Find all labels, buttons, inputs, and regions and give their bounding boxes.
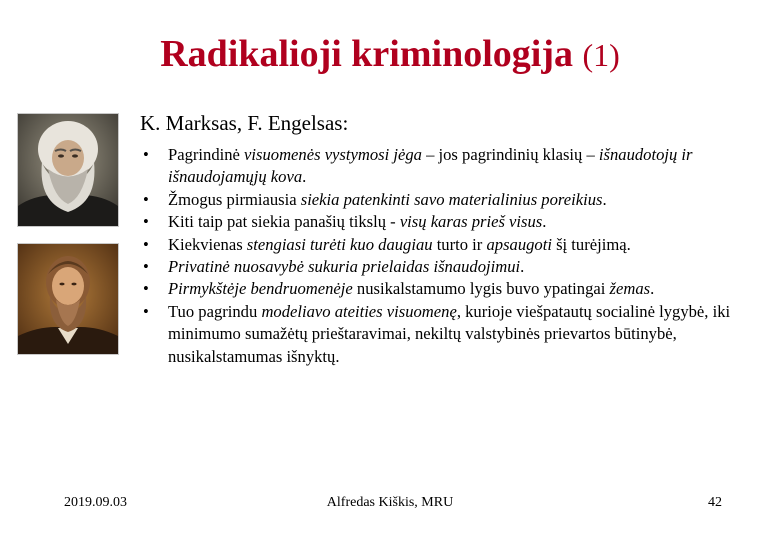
bullet-text: nusikalstamumo lygis buvo ypatingai [352, 279, 610, 299]
bullet-emphasis-text: stengiasi turėti kuo daugiau [246, 234, 433, 254]
bullet-emphasis-text: visų karas prieš visus [399, 212, 543, 232]
authors-heading-text: K. Marksas, F. Engelsas [140, 111, 343, 135]
bullet-emphasis-text: žemas [609, 279, 651, 299]
bullet-emphasis-text: visuomenės vystymosi jėga [244, 145, 422, 164]
bullet-dot: • [143, 189, 149, 209]
bullet-item [143, 189, 763, 211]
bullet-item [143, 256, 763, 278]
bullet-text: . [520, 257, 525, 277]
bullet-emphasis-text: apsaugoti [486, 234, 552, 254]
bullet-text: . [542, 212, 547, 232]
bullet-text: Kiekvienas [168, 234, 247, 254]
bullet-text: Tuo pagrindu [168, 301, 262, 321]
bullet-emphasis-text: siekia patenkinti savo materialinius poreikius [300, 189, 603, 209]
bullet-text: , kurioje viešpatautų socialinė lygybė, iki minimumo sumažėtų prieštaravimai, nekiltų valstybinės prievartos būtinybė, nusikalstamumas išnyktų. [168, 301, 731, 366]
bullet-item [143, 144, 763, 189]
footer-author: Alfredas Kiškis, MRU [326, 495, 454, 510]
bullet-dot: • [143, 145, 149, 164]
marx-portrait [17, 113, 119, 227]
bullet-item [143, 211, 763, 233]
bullet-dot: • [143, 234, 149, 254]
page-number: 42 [708, 495, 722, 510]
bullet-list [143, 144, 763, 368]
bullet-text: turto ir [432, 234, 487, 254]
bullet-dot: • [143, 301, 149, 321]
bullet-emphasis-text: išnaudotojų ir išnaudojamųjų kova [168, 145, 693, 187]
slide-title [0, 30, 780, 79]
bullet-emphasis-text: modeliavo ateities visuomenę [261, 301, 457, 321]
bullet-text: Kiti taip pat siekia panašių tikslų - [168, 212, 400, 232]
bullet-text: . [302, 167, 307, 187]
bullet-dot: • [143, 279, 149, 299]
bullet-text: šį turėjimą. [551, 234, 631, 254]
bullet-text: Žmogus pirmiausia [168, 189, 301, 209]
engels-portrait [17, 243, 119, 355]
bullet-emphasis-text: Privatinė nuosavybė sukuria prielaidas išnaudojimui [168, 257, 521, 277]
bullet-item [143, 301, 763, 368]
bullet-text: . [602, 189, 607, 209]
bullet-dot: • [143, 212, 149, 232]
bullet-text: Pagrindinė [168, 145, 245, 164]
authors-heading-colon: : [342, 111, 349, 135]
slide-title-number: (1) [582, 37, 620, 73]
bullet-text: . [650, 279, 655, 299]
bullet-text: – jos pagrindinių klasių – [421, 145, 599, 164]
bullet-dot: • [143, 257, 149, 277]
bullet-emphasis-text: Pirmykštėje bendruomenėje [168, 279, 353, 299]
authors-heading [140, 110, 348, 136]
footer-date: 2019.09.03 [64, 495, 127, 510]
slide-title-text: Radikalioji kriminologija [160, 33, 573, 75]
bullet-item [143, 234, 763, 256]
bullet-item [143, 278, 763, 300]
